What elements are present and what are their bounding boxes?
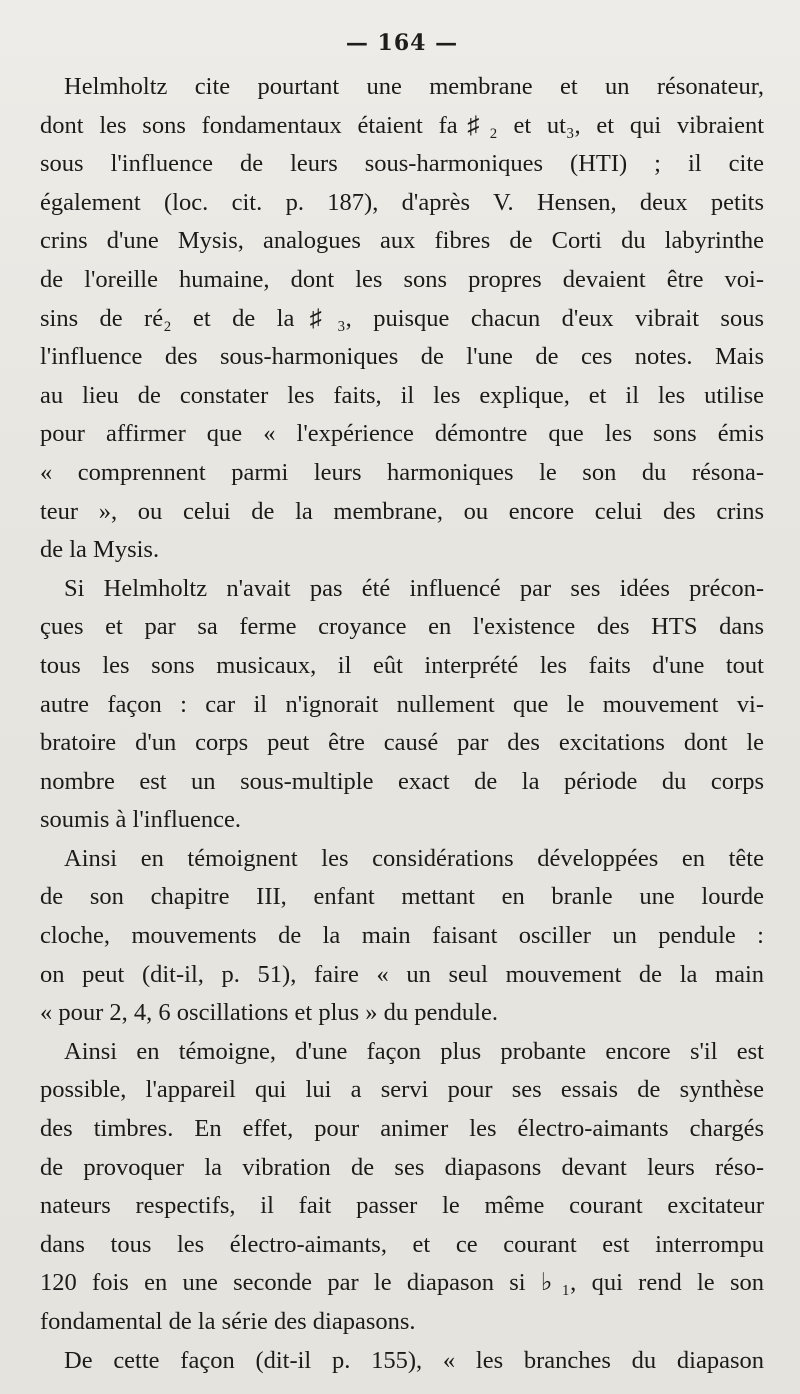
paragraph [40,1342,764,1381]
text-line: on peut (dit-il, p. 51), faire « un seul mouvement de la main [40,960,764,988]
text-line: au lieu de constater les faits, il les explique, et il les utilise [40,381,764,409]
text-line: « comprennent parmi leurs harmoniques le son du résona- [40,458,764,486]
text-line: Si Helmholtz n'avait pas été influencé par ses idées précon- [64,574,764,602]
text-line: 120 fois en une seconde par le diapason si ♭₁, qui rend le son [40,1269,764,1297]
text-line: l'influence des sous-harmoniques de l'une de ces notes. Mais [40,343,764,371]
text-line: bratoire d'un corps peut être causé par des excitations dont le [40,729,764,757]
text-line: pour affirmer que « l'expérience démontre que les sons émis [40,420,764,448]
text-line: Ainsi en témoigne, d'une façon plus probante encore s'il est [64,1037,764,1065]
text-line: nateurs respectifs, il fait passer le même courant excitateur [40,1192,764,1220]
text-line: autre façon : car il n'ignorait nullement que le mouvement vi- [40,690,764,718]
body-text [40,68,764,1380]
text-line: tous les sons musicaux, il eût interprété les faits d'une tout [40,651,764,679]
text-line: sous l'influence de leurs sous-harmoniques (HTI) ; il cite [40,150,764,178]
text-line: « pour 2, 4, 6 oscillations et plus » du pendule. [40,999,498,1027]
text-line: également (loc. cit. p. 187), d'après V. Hensen, deux petits [40,188,764,216]
page-number: — 164 — [345,30,459,56]
text-line: Helmholtz cite pourtant une membrane et un résonateur, [64,73,764,100]
text-line: De cette façon (dit-il p. 155), « les branches du diapason [64,1346,764,1374]
text-line: dont les sons fondamentaux étaient fa♯₂ et ut₃, et qui vibraient [40,111,764,139]
text-line: soumis à l'influence. [40,806,242,834]
text-line: possible, l'appareil qui lui a servi pour ses essais de synthèse [40,1076,764,1104]
text-line: crins d'une Mysis, analogues aux fibres de Corti du labyrinthe [40,227,764,255]
paragraph [40,840,764,1033]
text-line: çues et par sa ferme croyance en l'existence des HTS dans [40,613,764,641]
text-line: nombre est un sous-multiple exact de la période du corps [40,767,764,795]
text-line: de son chapitre III, enfant mettant en branle une lourde [40,883,764,911]
text-line: Ainsi en témoignent les considérations développées en tête [64,844,764,872]
text-line: cloche, mouvements de la main faisant osciller un pendule : [40,922,764,950]
text-line: de la Mysis. [40,536,160,564]
paragraph [40,570,764,840]
text-line: fondamental de la série des diapasons. [40,1308,416,1335]
paragraph [40,68,764,570]
text-line: teur », ou celui de la membrane, ou encore celui des crins [40,497,764,525]
text-line: de provoquer la vibration de ses diapasons devant leurs réso- [40,1153,764,1181]
text-line: des timbres. En effet, pour animer les électro-aimants chargés [40,1115,764,1143]
text-line: sins de ré₂ et de la♯₃, puisque chacun d'eux vibrait sous [40,304,764,332]
paragraph [40,1033,764,1342]
text-line: de l'oreille humaine, dont les sons propres devaient être voi- [40,265,764,293]
text-line: dans tous les électro-aimants, et ce courant est interrompu [40,1230,764,1258]
